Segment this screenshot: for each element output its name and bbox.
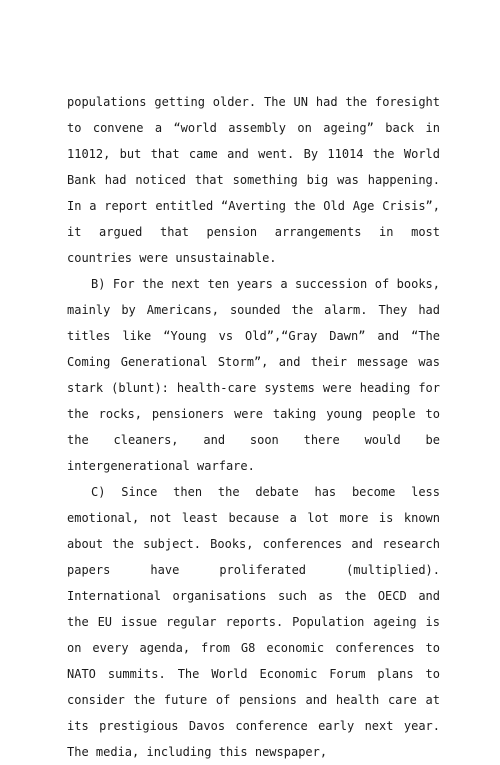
paragraph-b: B) For the next ten years a succession of books, mainly by Americans, sounded the alarm. They had titles like “Young vs Old”,“Gray Dawn” and “The Coming Generational Storm”, and their message was stark (blunt): health-care systems were heading for the rocks, pensioners were taking young people to the cleaners, and soon there would be intergenerational warfare. (67, 277, 440, 473)
paragraph-c: C) Since then the debate has become less emotional, not least because a lot more is known about the subject. Books, conferences and research papers have proliferated (multiplied). International organisations such as the OECD and the EU issue regular reports. Population ageing is on every agenda, from G8 economic conferences to NATO summits. The World Economic Forum plans to consider the future of pensions and health care at its prestigious Davos conference early next year. The media, including this newspaper, (67, 485, 440, 759)
paragraph-a-continued: populations getting older. The UN had the foresight to convene a “world assembly on ageing” back in 11012, but that came and went. By 11014 the World Bank had noticed that something big was happening. In a report entitled “Averting the Old Age Crisis”, it argued that pension arrangements in most countries were unsustainable. (67, 95, 440, 265)
body-text (67, 89, 440, 765)
